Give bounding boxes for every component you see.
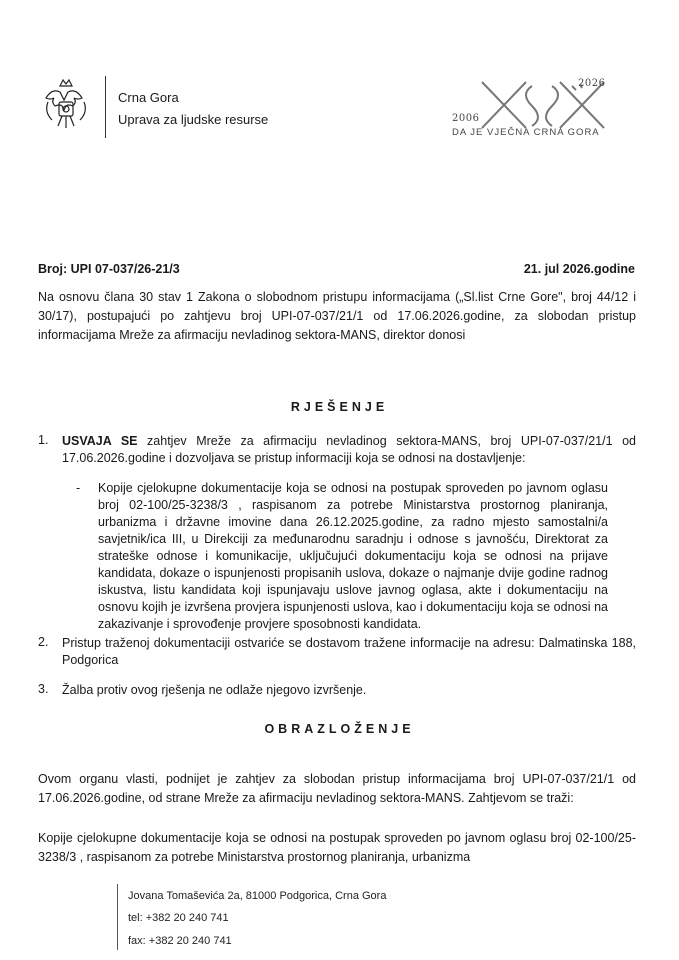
jubilee-year-start: 2006 — [452, 113, 480, 124]
decision-item-1 — [62, 433, 636, 467]
jubilee-motto: DA JE VJEČNA CRNA GORA — [452, 127, 600, 138]
decision-item-3: Žalba protiv ovog rješenja ne odlaže njegovo izvršenje. — [62, 683, 367, 697]
footer-phone: tel: +382 20 240 741 — [128, 912, 229, 924]
header-divider — [105, 76, 106, 138]
footer-divider — [117, 884, 118, 950]
reasoning-paragraph-2: Kopije cjelokupne dokumentacije koja se odnosi na postupak sproveden po javnom oglasu broj 02-100/25-3238/3 , raspisanom za potrebe Ministarstva prostornog planiranja, urbanizma — [38, 831, 636, 864]
item-number-3: 3. — [38, 682, 49, 696]
reasoning-heading: OBRAZLOŽENJE — [264, 722, 415, 736]
decision-item-2: Pristup traženoj dokumentaciji ostvariće se dostavom tražene informacije na adresu: Dalmatinska 188, Podgorica — [62, 636, 636, 667]
item1-text: zahtjev Mreže za afirmaciju nevladinog sektora-MANS, broj UPI-07-037/21/1 od 17.06.2026.godine i dozvoljava se pristup informaciji koja se odnosi na dostavljenje: — [62, 434, 636, 465]
item1-bold: USVAJA SE — [62, 434, 138, 448]
reasoning-paragraph-1: Ovom organu vlasti, podnijet je zahtjev za slobodan pristup informacijama broj UPI-07-037/21/1 od 17.06.2026.godine, od strane Mreže za afirmaciju nevladinog sektora-MANS. Zahtjevom se traži: — [38, 772, 636, 805]
document-number: Broj: UPI 07-037/26-21/3 — [38, 262, 180, 276]
sub-item-dash: - — [76, 481, 81, 495]
org-country: Crna Gora — [118, 90, 179, 105]
coat-of-arms-icon — [38, 76, 94, 136]
intro-paragraph: Na osnovu člana 30 stav 1 Zakona o slobodnom pristupu informacijama („Sl.list Crne Gore", broj 44/12 i 30/17), postupajući po zahtjevu broj UPI-07-037/21/1 od 17.06.2026.godine, za slobodan pristup informacijama Mreže za afirmaciju nevladinog sektora-MANS, direktor donosi — [38, 290, 636, 342]
footer-address: Jovana Tomaševića 2a, 81000 Podgorica, Crna Gora — [128, 890, 387, 902]
jubilee-year-end: 2026 — [578, 78, 606, 89]
item-number-2: 2. — [38, 635, 49, 649]
item-number-1: 1. — [38, 433, 49, 447]
org-name: Uprava za ljudske resurse — [118, 112, 269, 127]
document-date: 21. jul 2026.godine — [523, 262, 635, 276]
footer-fax: fax: +382 20 240 741 — [128, 935, 232, 947]
decision-sub-item: Kopije cjelokupne dokumentacije koja se odnosi na postupak sproveden po javnom oglasu broj 02-100/25-3238/3 , raspisanom za potrebe Ministarstva prostornog planiranja, urbanizma i državne imovine dana 26.12.2025.godine, za radno mjesto samostalni/a savjetnik/ica III, u Direkciji za međunarodnu saradnju i odnose s javnošću, Direktorat za strateške odnose i komunikacije, uključujući dokumentaciju koja se odnosi na prijave kandidata, dokaze o ispunjenosti propisanih uslova, dokaze o najmanje dvije godine radnog iskustva, listu kandidata koji ispunjavaju uslove javnog oglasa, akte i dokumentaciju na osnovu kojih je izvršena provjera ispunjenosti uslova, kao i dokumentaciju koja se odnosi na zakazivanje i sprovođenje provjere sposobnosti kandidata. — [98, 481, 608, 631]
decision-heading: RJEŠENJE — [290, 400, 389, 414]
